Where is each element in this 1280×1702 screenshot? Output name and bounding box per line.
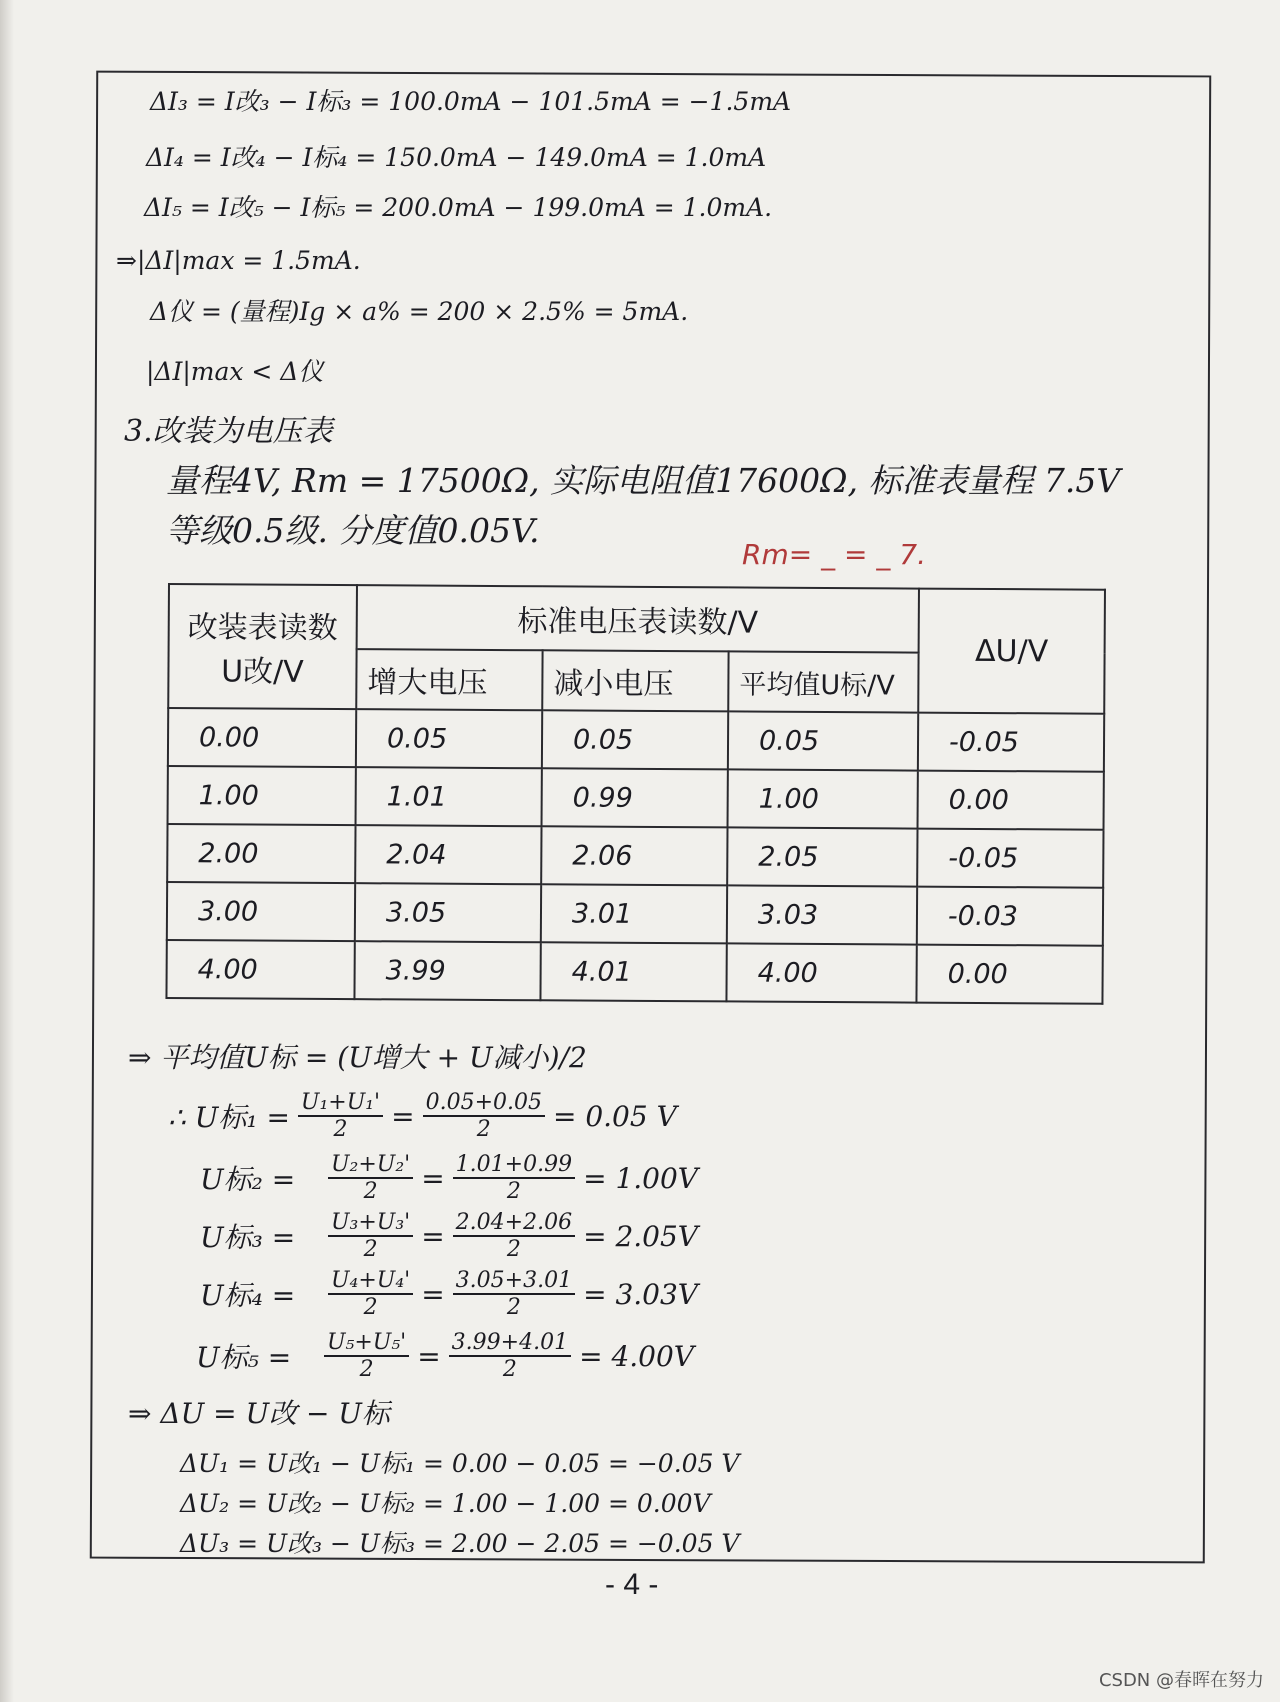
header-delta-u: ΔU/V [918,589,1105,714]
cell-modified: 4.00 [166,940,354,999]
table-row [168,766,1104,830]
average-row-1: ∴ U标₁ = $\frac{\text{U₁+U₁'}}{2}$ = $\frac{0.05+0.05}{2}$ = 0.05 V [168,1090,677,1142]
header-increase-voltage: 增大电压 [356,649,542,710]
average-lhs: U标₃ = [200,1221,296,1254]
fraction-numerator: U₂+U₂' [328,1152,413,1179]
fraction-numerator: 2.04+2.06 [453,1210,575,1237]
average-result: = 0.05 V [552,1099,677,1133]
spec-line-1: 量程4V, Rm = 17500Ω, 实际电阻值17600Ω, 标准表量程 7.5V [166,461,1121,500]
average-row-5: U标₅ = $\frac{\text{U₅+U₅'}}{2}$ = $\frac{3.99+4.01}{2}$ = 4.00V [196,1330,695,1382]
symbolic-fraction [328,1152,413,1204]
section-heading: 3.改装为电压表 [124,414,333,449]
fraction-numerator: U₅+U₅' [324,1330,409,1357]
cell-modified: 1.00 [168,766,356,825]
average-result: = 4.00V [579,1339,695,1373]
fraction-numerator: U₃+U₃' [328,1210,413,1237]
cell-increase: 3.05 [355,883,541,942]
symbolic-fraction [324,1330,409,1382]
cell-decrease: 4.01 [540,942,726,1001]
current-diff-3: ΔI₃ = I改₃ − I标₃ = 100.0mA − 101.5mA = −1.5mA [150,87,792,116]
cell-average: 0.05 [728,711,918,770]
header-modified-reading [168,584,357,709]
fraction-denominator: 2 [506,1295,521,1320]
symbolic-fraction [328,1268,413,1320]
csdn-watermark: CSDN @春晖在努力 [1098,1670,1264,1691]
fraction-numerator: 3.05+3.01 [453,1268,575,1295]
average-result: = 1.00V [583,1161,699,1195]
table-row [167,824,1103,888]
cell-decrease: 0.05 [542,710,728,769]
cell-modified: 3.00 [167,882,355,941]
fraction-denominator: 2 [506,1237,521,1262]
instrument-error-line: Δ仪 = (量程)Ig × a% = 200 × 2.5% = 5mA. [150,297,689,326]
cell-delta: 0.00 [916,945,1102,1004]
cell-increase: 1.01 [356,767,542,826]
cell-average: 2.05 [727,827,917,886]
average-row-3: U标₃ = $\frac{\text{U₃+U₃'}}{2}$ = $\frac{2.04+2.06}{2}$ = 2.05V [200,1210,699,1262]
cell-decrease: 3.01 [541,884,727,943]
voltage-diff-3: ΔU₃ = U改₃ − U标₃ = 2.00 − 2.05 = −0.05 V [180,1529,740,1558]
header-modified-reading-line2: U改/V [221,654,304,690]
table-row [166,940,1102,1004]
page-binding-shadow [0,0,14,1702]
numeric-fraction [423,1090,545,1142]
header-decrease-voltage: 减小电压 [542,650,728,711]
voltage-diff-2: ΔU₂ = U改₂ − U标₂ = 1.00 − 1.00 = 0.00V [180,1489,711,1518]
cell-average: 4.00 [726,943,916,1002]
fraction-denominator: 2 [363,1179,378,1204]
cell-modified: 0.00 [168,708,356,767]
header-standard-group: 标准电压表读数/V [357,585,919,652]
table-row [167,882,1103,946]
numeric-fraction [453,1152,575,1204]
fraction-denominator: 2 [506,1179,521,1204]
fraction-numerator: 1.01+0.99 [453,1152,575,1179]
average-result: = 3.03V [583,1277,699,1311]
max-current-line: ⇒|ΔI|max = 1.5mA. [116,246,361,275]
average-formula-line: ⇒ 平均值U标 = (U增大 + U减小)/2 [128,1041,587,1074]
current-diff-5: ΔI₅ = I改₅ − I标₅ = 200.0mA − 199.0mA = 1.0mA. [144,193,773,222]
symbolic-fraction [328,1210,413,1262]
header-modified-reading-line1: 改装表读数 [187,610,338,647]
voltage-data-table [165,583,1106,1005]
cell-decrease: 0.99 [542,768,728,827]
fraction-denominator: 2 [363,1237,378,1262]
fraction-numerator: U₄+U₄' [328,1268,413,1295]
cell-delta: -0.03 [917,887,1103,946]
fraction-numerator: U₁+U₁' [298,1090,383,1117]
cell-modified: 2.00 [167,824,355,883]
fraction-denominator: 2 [476,1117,491,1142]
header-average: 平均值U标/V [728,651,918,712]
numeric-fraction [449,1330,571,1382]
average-row-2: U标₂ = $\frac{\text{U₂+U₂'}}{2}$ = $\frac{1.01+0.99}{2}$ = 1.00V [200,1152,699,1204]
cell-average: 1.00 [728,769,918,828]
average-lhs: U标₄ = [200,1279,296,1312]
cell-delta: -0.05 [917,829,1103,888]
average-lhs: U标₅ = [196,1341,292,1374]
cell-average: 3.03 [727,885,917,944]
average-result: = 2.05V [583,1219,699,1253]
voltage-diff-1: ΔU₁ = U改₁ − U标₁ = 0.00 − 0.05 = −0.05 V [180,1449,740,1478]
delta-formula-line: ⇒ ΔU = U改 − U标 [128,1397,390,1430]
page-number: - 4 - [605,1568,659,1601]
cell-delta: 0.00 [918,771,1104,830]
cell-increase: 0.05 [356,709,542,768]
red-note: Rm= _ = _ 7. [742,538,926,571]
cell-increase: 3.99 [354,941,540,1000]
fraction-denominator: 2 [359,1357,374,1382]
numeric-fraction [453,1268,575,1320]
cell-delta: -0.05 [918,713,1104,772]
fraction-numerator: 0.05+0.05 [423,1090,545,1117]
symbolic-fraction [298,1090,383,1142]
comparison-line: |ΔI|max < Δ仪 [146,357,324,386]
average-lhs: ∴ U标₁ = [168,1101,290,1134]
current-diff-4: ΔI₄ = I改₄ − I标₄ = 150.0mA − 149.0mA = 1.0mA [146,143,767,172]
cell-decrease: 2.06 [541,826,727,885]
fraction-numerator: 3.99+4.01 [449,1330,571,1357]
spec-line-2: 等级0.5级. 分度值0.05V. [166,511,540,550]
numeric-fraction [453,1210,575,1262]
average-row-4: U标₄ = $\frac{\text{U₄+U₄'}}{2}$ = $\frac{3.05+3.01}{2}$ = 3.03V [200,1268,699,1320]
fraction-denominator: 2 [363,1295,378,1320]
average-lhs: U标₂ = [200,1163,296,1196]
fraction-denominator: 2 [333,1117,348,1142]
cell-increase: 2.04 [355,825,541,884]
fraction-denominator: 2 [502,1357,517,1382]
table-row [168,708,1104,772]
